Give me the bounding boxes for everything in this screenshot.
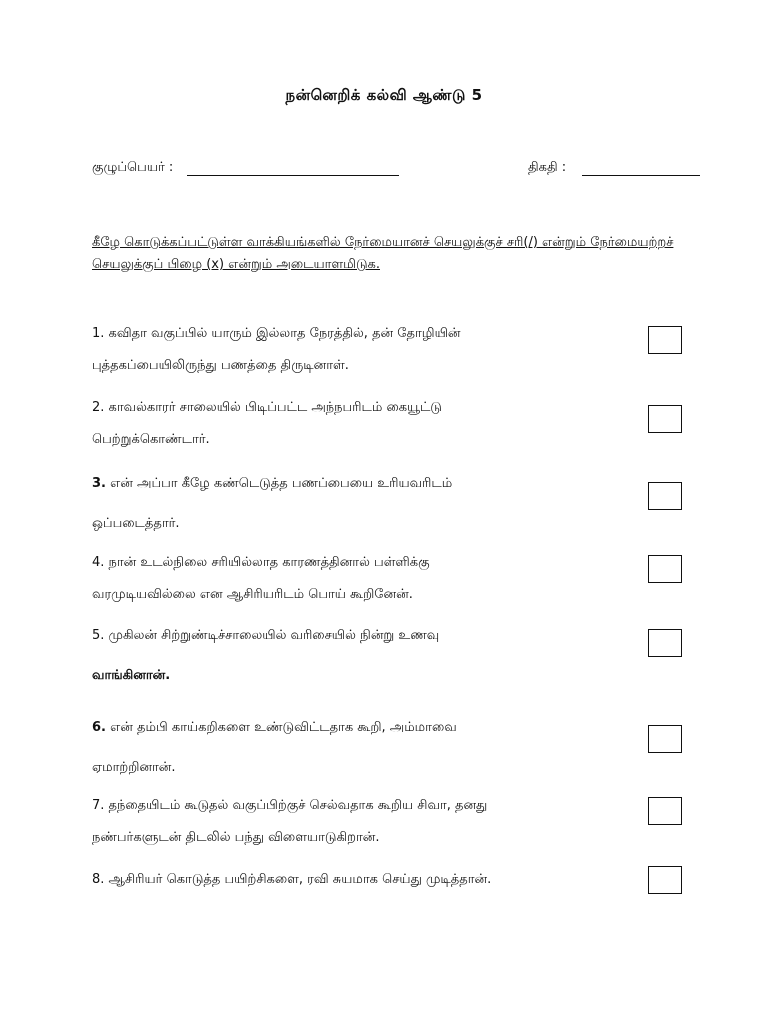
answer-box-5[interactable] xyxy=(648,629,682,657)
question-number: 4. xyxy=(92,555,105,570)
question-number: 8. xyxy=(92,872,105,887)
page-title: நன்னெறிக் கல்வி ஆண்டு 5 xyxy=(285,86,483,104)
answer-box-4[interactable] xyxy=(648,555,682,583)
question-text-line1: தந்தையிடம் கூடுதல் வகுப்பிற்குச் செல்வதாக கூறிய சிவா, தனது xyxy=(108,798,488,813)
question-number: 6. xyxy=(92,720,106,735)
answer-box-2[interactable] xyxy=(648,405,682,433)
question-8 xyxy=(92,864,632,896)
question-7 xyxy=(92,790,632,854)
question-text-line1: என் அப்பா கீழே கண்டெடுத்த பணப்பையை உரியவரிடம் xyxy=(110,476,453,491)
date-label: திகதி : xyxy=(528,160,567,175)
answer-box-7[interactable] xyxy=(648,797,682,825)
answer-box-6[interactable] xyxy=(648,725,682,753)
group-name-label: குழுப்பெயர் : xyxy=(92,160,174,175)
question-text-line2: வாங்கினான். xyxy=(92,668,171,683)
question-number: 3. xyxy=(92,476,106,491)
question-text-line2: நண்பர்களுடன் திடலில் பந்து விளையாடுகிறான். xyxy=(92,830,380,845)
question-text-line2: புத்தகப்பையிலிருந்து பணத்தை திருடினாள். xyxy=(92,358,349,373)
question-number: 5. xyxy=(92,628,105,643)
question-6 xyxy=(92,712,632,784)
group-name-blank[interactable] xyxy=(187,161,399,176)
question-text-line1: முகிலன் சிற்றுண்டிச்சாலையில் வரிசையில் நின்று உணவு xyxy=(108,628,440,643)
date-blank[interactable] xyxy=(582,161,700,176)
answer-box-1[interactable] xyxy=(648,326,682,354)
date-field xyxy=(528,160,700,176)
question-5 xyxy=(92,620,632,692)
question-text-line2: ஏமாற்றினான். xyxy=(92,760,176,775)
question-text-line1: ஆசிரியர் கொடுத்த பயிற்சிகளை, ரவி சுயமாக செய்து முடித்தான். xyxy=(108,872,492,887)
group-name-field xyxy=(92,160,399,176)
question-text-line2: பெற்றுக்கொண்டார். xyxy=(92,432,210,447)
instruction-text: கீழே கொடுக்கப்பட்டுள்ள வாக்கியங்களில் நேர்மையானச் செயலுக்குச் சரி(/) என்றும் நேர்மையற்றச் செயலுக்குப் பிழை (x) என்றும் அடையாளமிடுக. xyxy=(92,235,674,272)
answer-box-8[interactable] xyxy=(648,866,682,894)
question-number: 2. xyxy=(92,400,105,415)
question-text-line2: வரமுடியவில்லை என ஆசிரியரிடம் பொய் கூறினேன். xyxy=(92,587,413,602)
question-number: 1. xyxy=(92,326,105,341)
question-number: 7. xyxy=(92,798,105,813)
question-4 xyxy=(92,547,632,611)
answer-box-3[interactable] xyxy=(648,482,682,510)
question-text-line1: நான் உடல்நிலை சரியில்லாத காரணத்தினால் பள்ளிக்கு xyxy=(108,555,430,570)
question-1 xyxy=(92,318,632,382)
question-text-line1: காவல்காரர் சாலையில் பிடிப்பட்ட அந்நபரிடம் கையூட்டு xyxy=(108,400,442,415)
question-3 xyxy=(92,468,632,540)
question-text-line1: கவிதா வகுப்பில் யாரும் இல்லாத நேரத்தில், தன் தோழியின் xyxy=(108,326,461,341)
question-text-line2: ஒப்படைத்தார். xyxy=(92,516,180,531)
question-2 xyxy=(92,392,632,456)
question-text-line1: என் தம்பி காய்கறிகளை உண்டுவிட்டதாக கூறி, அம்மாவை xyxy=(110,720,457,735)
